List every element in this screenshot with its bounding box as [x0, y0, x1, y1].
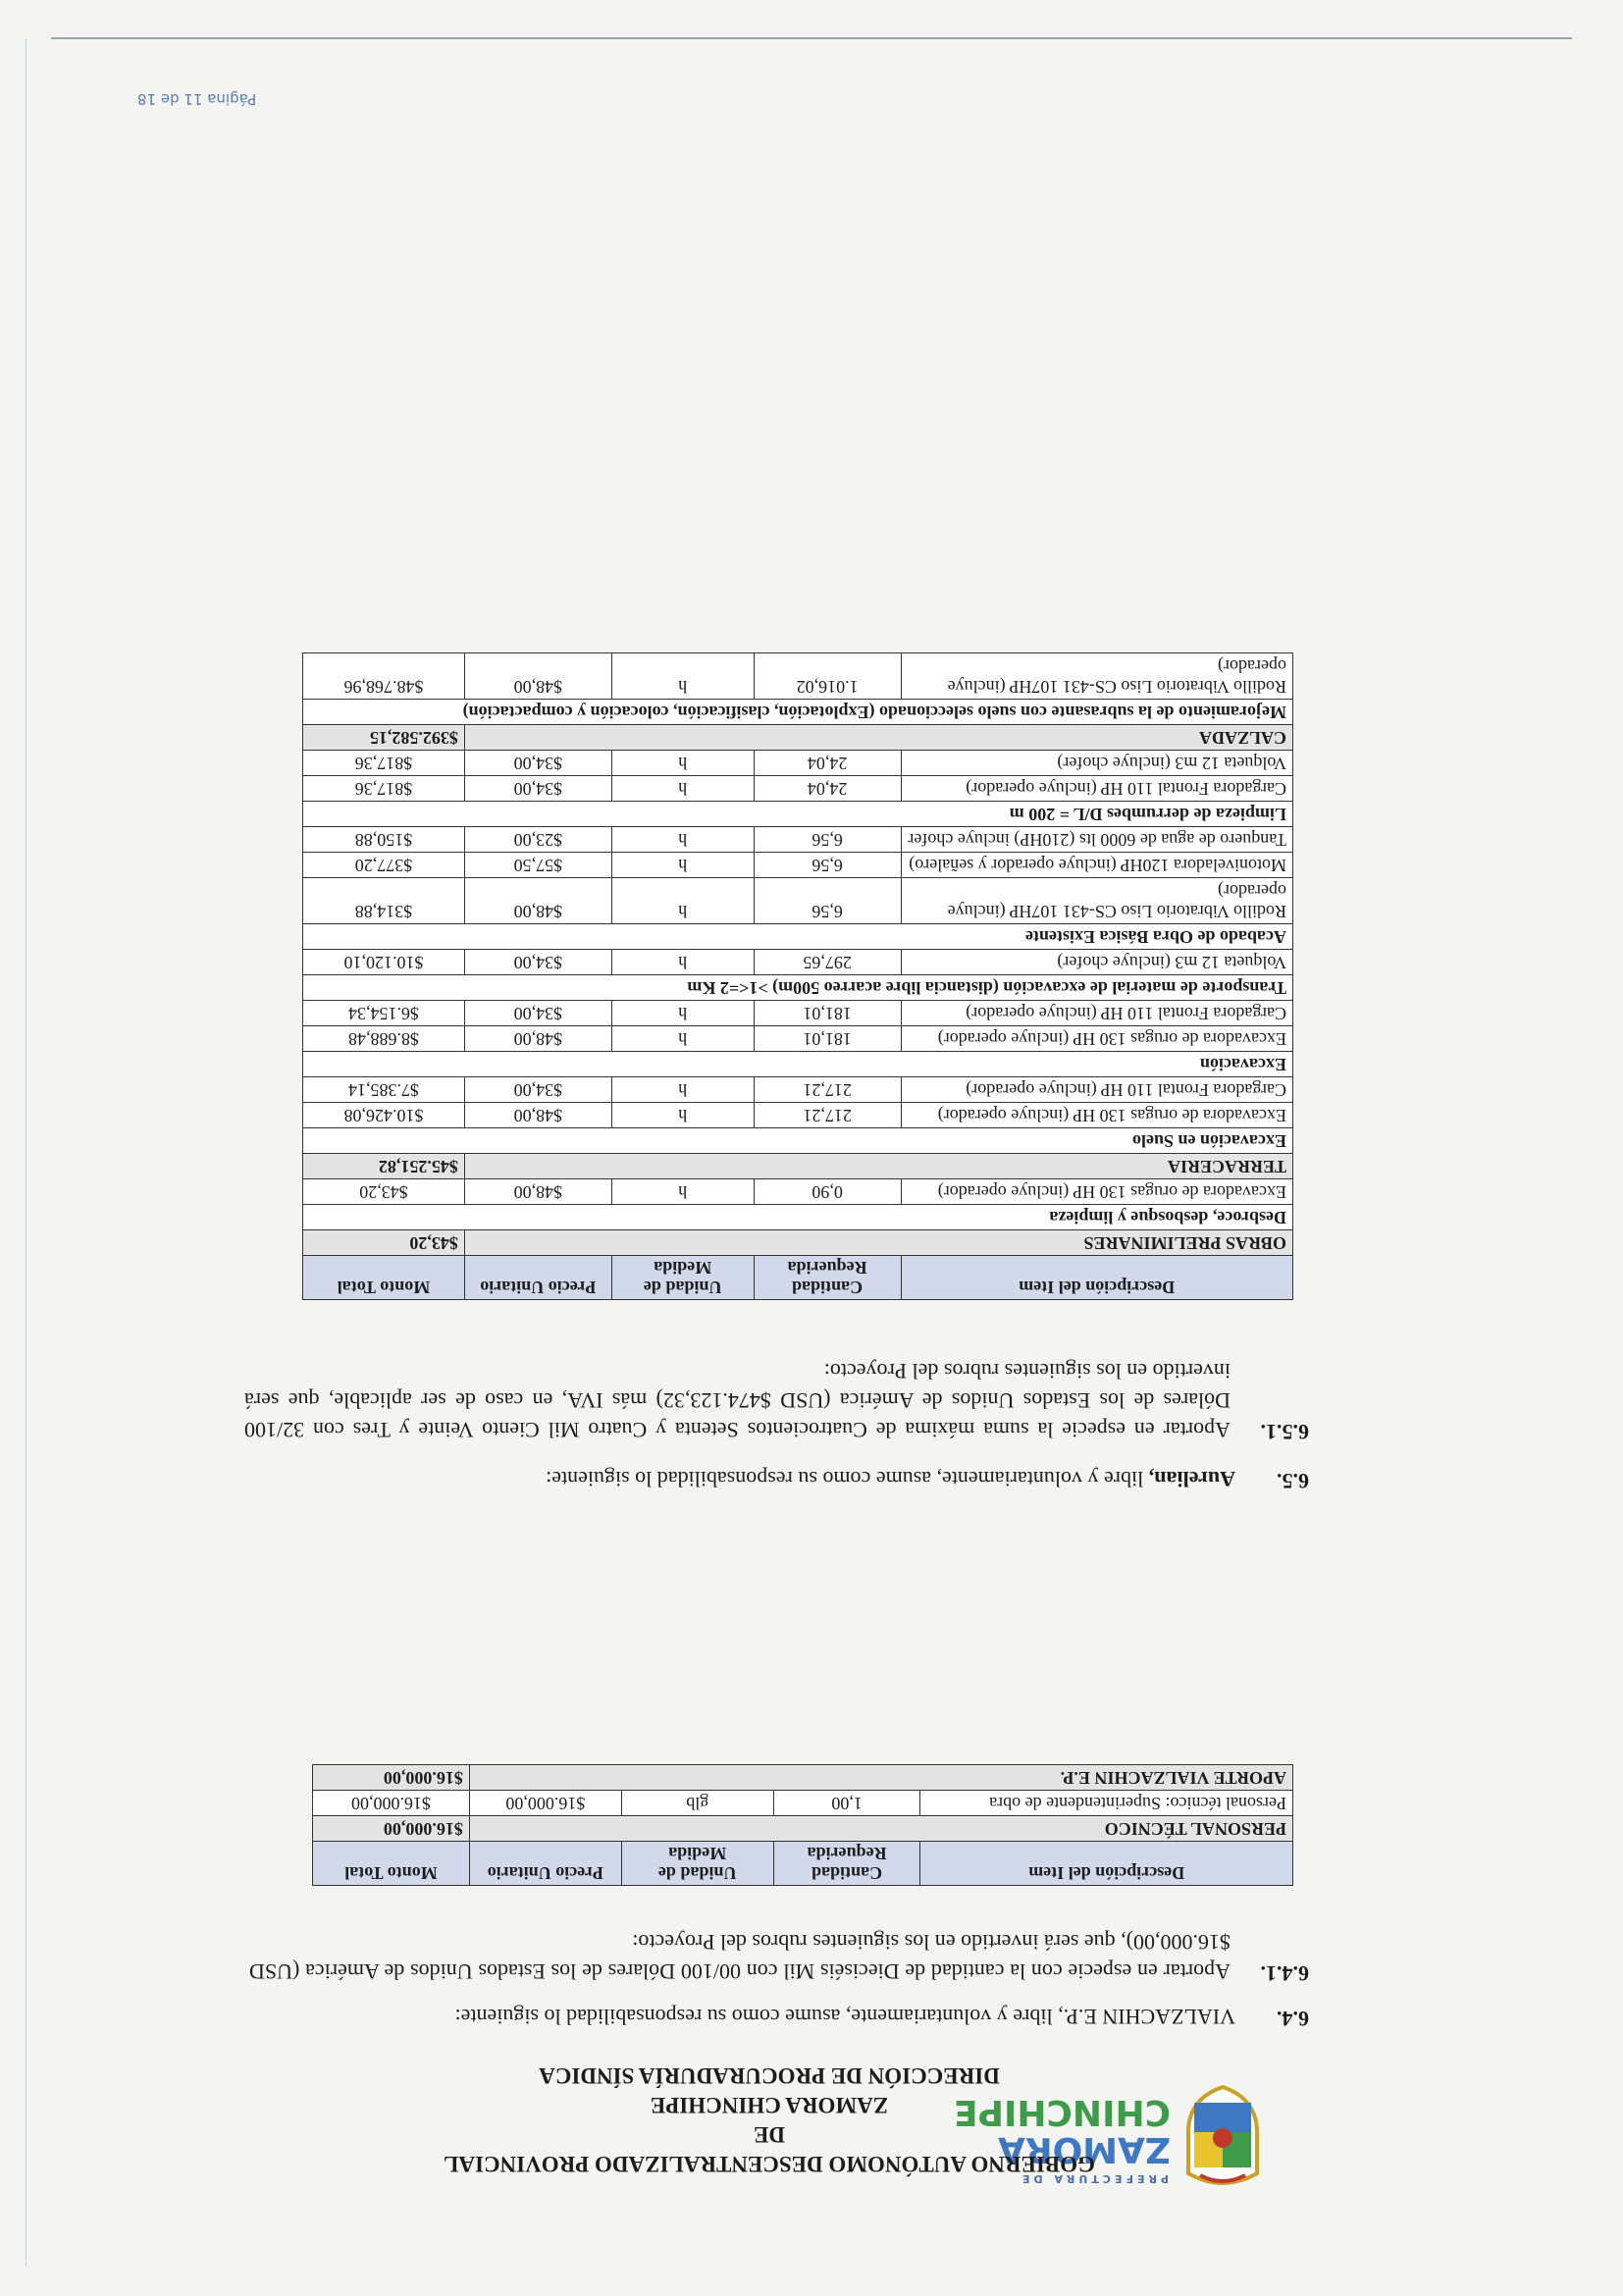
header-line-1: GOBIERNO AUTÓNOMO DESCENTRALIZADO PROVINCIAL DE [444, 2122, 1095, 2176]
table-section-row: TERRACERIA $45.251,82 [303, 1154, 1293, 1179]
header-line-3: DIRECCIÓN DE PROCURADURÍA SÍNDICA [539, 2063, 1000, 2088]
table-row: Tanquero de agua de 6000 lts (210HP) incluye chofer 6,56 h $23,00 $150,88 [303, 827, 1293, 853]
table-row: Excavadora de orugas 130 HP (incluye operador) 0,90 h $48,00 $43,20 [303, 1179, 1293, 1205]
table-section-row: CALZADA $392.582,15 [303, 725, 1293, 751]
section-paragraph: Aurelian, libre y voluntariamente, asume como su responsabilidad lo siguiente: [546, 1467, 1235, 1491]
logo-name: ZAMORA CHINCHIPE [954, 2092, 1171, 2169]
column-header: Descripción del Item [920, 1842, 1293, 1886]
table-subsection-row: Limpieza de derrumbes D/L = 200 m [303, 802, 1293, 827]
table-row: Volqueta 12 m3 (incluye chofer) 297,65 h $34,00 $10.120,10 [303, 950, 1293, 975]
column-header: Monto Total [313, 1842, 470, 1886]
document-header [426, 2061, 1113, 2178]
column-header: Cantidad Requerida [754, 1256, 901, 1300]
table-subsection-row: Mejoramiento de la subrasante con suelo seleccionado (Explotación, clasificación, colocación y compactación) [303, 700, 1293, 725]
logo-small-text: PREFECTURA DE [1018, 2172, 1169, 2185]
table-row: Cargadora Frontal 110 HP (incluye operador) 217,21 h $34,00 $7.385,14 [303, 1077, 1293, 1103]
page-border [51, 37, 1572, 39]
column-header: Unidad de Medida [621, 1842, 773, 1886]
table-row: Rodillo Vibratorio Liso CS-431 107HP (incluye operador) 6,56 h $48,00 $314,88 [303, 878, 1293, 924]
table-footer-row: APORTE VIALZACHIN E.P. $16.000,00 [313, 1765, 1293, 1791]
table-row: Cargadora Frontal 110 HP (incluye operador) 181,01 h $34,00 $6.154,34 [303, 1001, 1293, 1026]
section-paragraph: Aportar en especie la suma máxima de Cuatrocientos Setenta y Cuatro Mil Ciento Veinte y Tres con 32/100 Dólares de los Estados Unidos de América (USD $474.123,32) más IVA, en caso de ser aplicable, que será invertido en los siguientes rubros del Proyecto: [244, 1359, 1230, 1442]
contribution-table-2 [302, 652, 1293, 1300]
table-row: Excavadora de orugas 130 HP (incluye operador) 217,21 h $48,00 $10.426,08 [303, 1103, 1293, 1128]
table-header-row [303, 1256, 1293, 1300]
crest-icon [1180, 2085, 1265, 2193]
header-line-2: ZAMORA CHINCHIPE [650, 2093, 889, 2117]
table-subsection-row: Desbroce, desbosque y limpieza [303, 1205, 1293, 1230]
section-number: 6.4.1. [1260, 1961, 1309, 1986]
page-number: Página 11 de 18 [137, 90, 257, 108]
table-subsection-row: Excavación en Suelo [303, 1128, 1293, 1154]
column-header: Monto Total [303, 1256, 465, 1300]
table-header-row [313, 1842, 1293, 1886]
table-subsection-row: Acabado de Obra Básica Existente [303, 924, 1293, 950]
column-header: Precio Unitario [464, 1256, 611, 1300]
section-paragraph: Aportar en especie con la cantidad de Dieciséis Mil con 00/100 Dólares de los Estados Unidos de América (USD $16.000,00), que será invertido en los siguientes rubros del Proyecto: [249, 1930, 1230, 1984]
table-row: Excavadora de orugas 130 HP (incluye operador) 181,01 h $48,00 $8.688,48 [303, 1026, 1293, 1052]
table-row: Cargadora Frontal 110 HP (incluye operador) 24,04 h $34,00 $817,36 [303, 776, 1293, 802]
table-subsection-row: Excavación [303, 1052, 1293, 1077]
section-number: 6.4. [1277, 2007, 1309, 2031]
table-section-row: PERSONAL TÉCNICO $16.000,00 [313, 1816, 1293, 1842]
column-header: Cantidad Requerida [773, 1842, 920, 1886]
table-row: Rodillo Vibratorio Liso CS-431 107HP (incluye operador) 1.016,02 h $48,00 $48.768,96 [303, 653, 1293, 700]
column-header: Unidad de Medida [611, 1256, 754, 1300]
table-subsection-row: Transporte de material de excavación (distancia libre acarreo 500m) >1<=2 Km [303, 975, 1293, 1001]
table-row: Volqueta 12 m3 (incluye chofer) 24,04 h $34,00 $817,36 [303, 751, 1293, 776]
section-number: 6.5. [1277, 1469, 1309, 1493]
table-row: Motoniveladora 120HP (incluye operador y señalero) 6,56 h $57,50 $377,20 [303, 853, 1293, 878]
column-header: Descripción del Item [901, 1256, 1292, 1300]
column-header: Precio Unitario [469, 1842, 621, 1886]
section-paragraph: VIALZACHIN E.P., libre y voluntariamente, asume como su responsabilidad lo siguiente: [454, 2005, 1235, 2029]
table-row: Personal técnico: Superintendente de obra 1,00 glb $16.000,00 $16.000,00 [313, 1791, 1293, 1816]
table-section-row: OBRAS PRELIMINARES $43,20 [303, 1230, 1293, 1256]
section-number: 6.5.1. [1260, 1420, 1309, 1444]
contribution-table-1 [312, 1764, 1293, 1886]
